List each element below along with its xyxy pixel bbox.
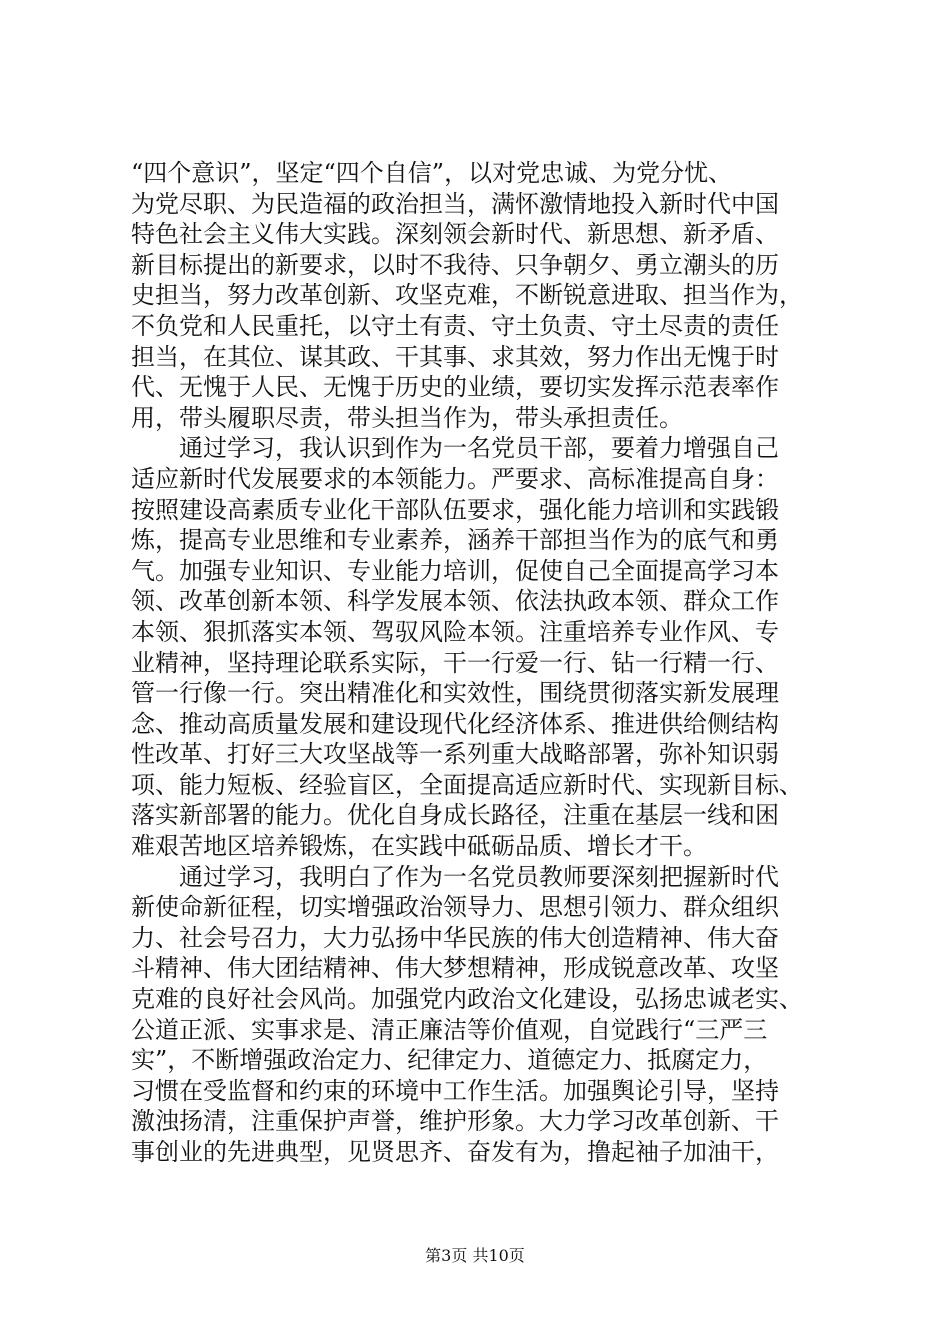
text-line: 史担当，努力改革创新、攻坚克难，不断锐意进取、担当作为， (131, 281, 803, 310)
text-line: 担当，在其位、谋其政、干其事、求其效，努力作出无愧于时 (131, 342, 779, 371)
text-line: 气。加强专业知识、专业能力培训，促使自己全面提高学习本 (131, 556, 779, 585)
text-line: 为党尽职、为民造福的政治担当，满怀激情地投入新时代中国 (131, 189, 779, 218)
text-line: 实”，不断增强政治定力、纪律定力、道德定力、抵腐定力， (131, 1046, 768, 1075)
text-line: 适应新时代发展要求的本领能力。严要求、高标准提高自身： (131, 464, 779, 493)
paragraph-start-line: 通过学习，我明白了作为一名党员教师要深刻把握新时代 (179, 862, 779, 891)
text-line: 事创业的先进典型，见贤思齐、奋发有为，撸起袖子加油干， (131, 1138, 779, 1166)
text-line: 按照建设高素质专业化干部队伍要求，强化能力培训和实践锻 (131, 495, 779, 524)
text-line: 用，带头履职尽责，带头担当作为，带头承担责任。 (131, 403, 683, 432)
text-line: 激浊扬清，注重保护声誉，维护形象。大力学习改革创新、干 (131, 1107, 779, 1136)
text-line: 力、社会号召力，大力弘扬中华民族的伟大创造精神、伟大奋 (131, 923, 779, 952)
text-line: 本领、狠抓落实本领、驾驭风险本领。注重培养专业作风、专 (131, 617, 779, 646)
text-line: 落实新部署的能力。优化自身成长路径，注重在基层一线和困 (131, 801, 779, 830)
text-line: 习惯在受监督和约束的环境中工作生活。加强舆论引导，坚持 (131, 1076, 779, 1105)
page-number-footer: 第3页 共10页 (425, 1246, 525, 1265)
text-line: 领、改革创新本领、科学发展本领、依法执政本领、群众工作 (131, 587, 779, 616)
body-text (131, 158, 851, 1168)
paragraph-start-line: 通过学习，我认识到作为一名党员干部，要着力增强自己 (179, 434, 779, 463)
text-line: 不负党和人民重托，以守土有责、守土负责、守土尽责的责任 (131, 311, 779, 340)
text-line: 念、推动高质量发展和建设现代化经济体系、推进供给侧结构 (131, 709, 779, 738)
text-line: 克难的良好社会风尚。加强党内政治文化建设，弘扬忠诚老实、 (131, 985, 803, 1014)
text-line: 难艰苦地区培养锻炼，在实践中砥砺品质、增长才干。 (131, 832, 707, 861)
text-line: 性改革、打好三大攻坚战等一系列重大战略部署，弥补知识弱 (131, 740, 779, 769)
text-line: 炼，提高专业思维和专业素养，涵养干部担当作为的底气和勇 (131, 526, 779, 555)
text-line: 管一行像一行。突出精准化和实效性，围绕贯彻落实新发展理 (131, 679, 779, 708)
text-line: 特色社会主义伟大实践。深刻领会新时代、新思想、新矛盾、 (131, 220, 779, 249)
text-line: 公道正派、实事求是、清正廉洁等价值观，自觉践行“三严三 (131, 1015, 768, 1044)
text-line: 项、能力短板、经验盲区，全面提高适应新时代、实现新目标、 (131, 770, 803, 799)
text-line: 代、无愧于人民、无愧于历史的业绩，要切实发挥示范表率作 (131, 373, 779, 402)
text-line: 新目标提出的新要求，以时不我待、只争朝夕、勇立潮头的历 (131, 250, 779, 279)
text-line: “四个意识”，坚定“四个自信”，以对党忠诚、为党分忧、 (131, 159, 733, 187)
text-line: 业精神，坚持理论联系实际，干一行爱一行、钻一行精一行、 (131, 648, 779, 677)
text-line: 新使命新征程，切实增强政治领导力、思想引领力、群众组织 (131, 893, 779, 922)
text-line: 斗精神、伟大团结精神、伟大梦想精神，形成锐意改革、攻坚 (131, 954, 779, 983)
